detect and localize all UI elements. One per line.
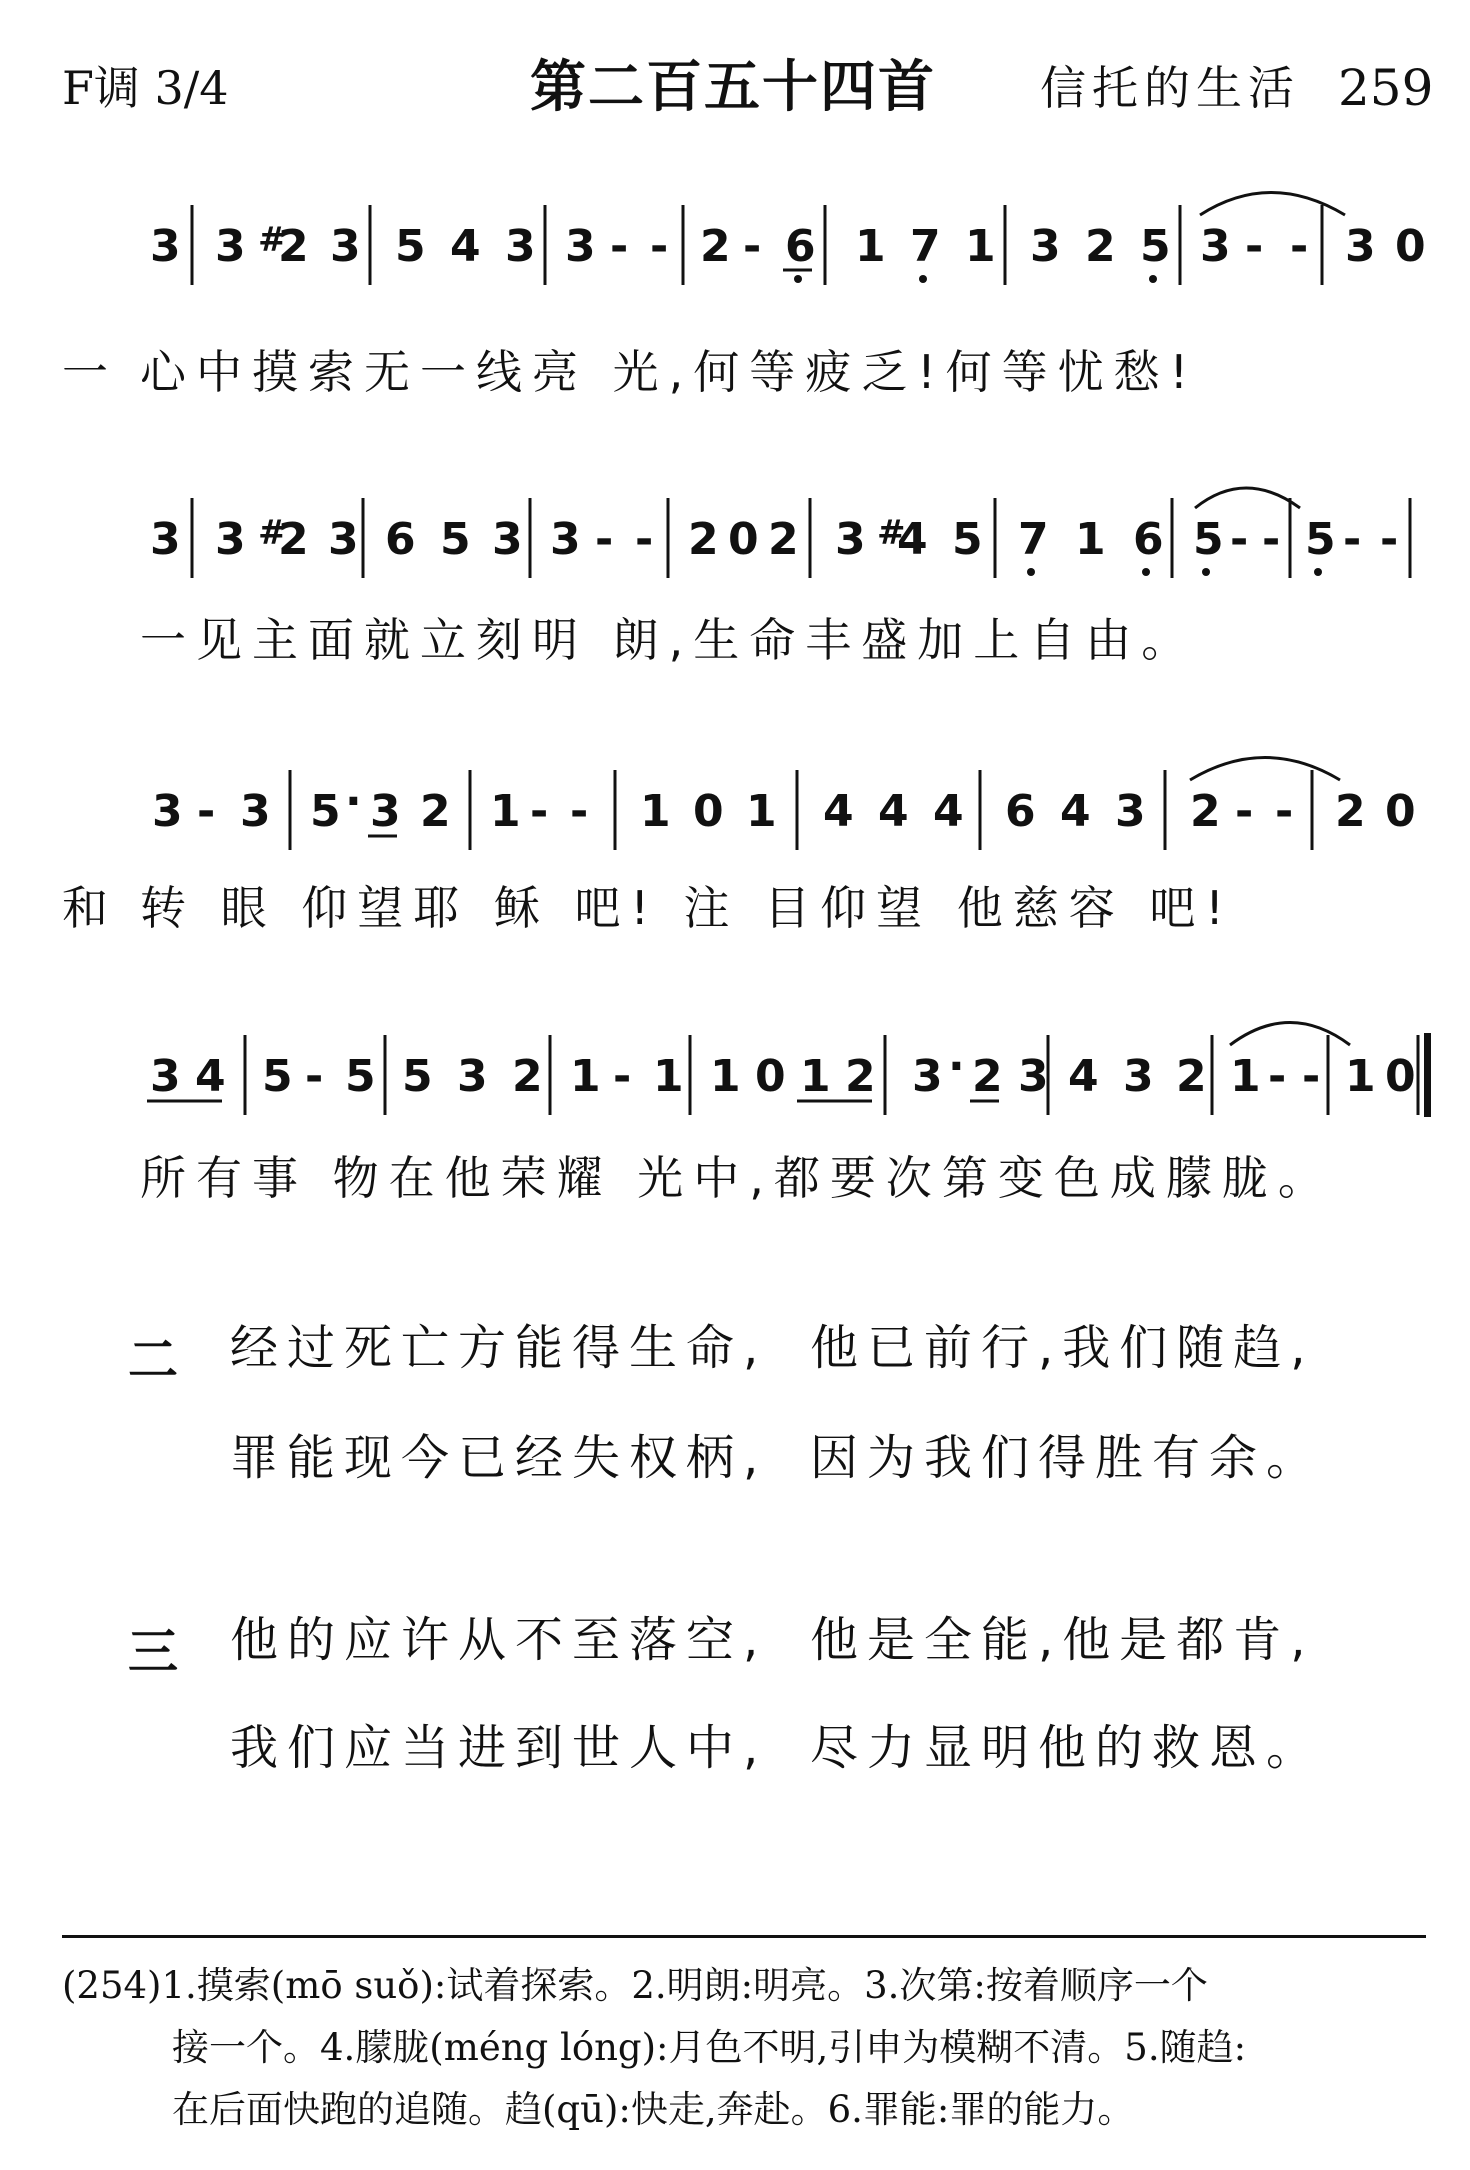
svg-text:3: 3 bbox=[492, 514, 523, 565]
svg-text:3: 3 bbox=[150, 221, 181, 272]
svg-text:2: 2 bbox=[1085, 221, 1116, 272]
lyric-marker-3: 和 bbox=[62, 881, 118, 935]
svg-text:0: 0 bbox=[1385, 786, 1416, 837]
svg-text:3: 3 bbox=[215, 514, 246, 565]
svg-text:-: - bbox=[530, 786, 549, 837]
svg-text:4: 4 bbox=[933, 786, 964, 837]
svg-text:2: 2 bbox=[768, 514, 799, 565]
section-title: 信托的生活 bbox=[1040, 61, 1300, 115]
svg-text:3: 3 bbox=[240, 786, 271, 837]
verse-2-line-2a: 罪能现今已经失权柄, bbox=[230, 1430, 768, 1486]
svg-text:2: 2 bbox=[278, 221, 309, 272]
svg-text:1: 1 bbox=[653, 1051, 684, 1102]
svg-text:3: 3 bbox=[150, 1051, 181, 1102]
svg-text:3: 3 bbox=[1200, 221, 1231, 272]
svg-text:3: 3 bbox=[1123, 1051, 1154, 1102]
svg-text:5: 5 bbox=[440, 514, 471, 565]
svg-text:1: 1 bbox=[490, 786, 521, 837]
lyric-line-3: 转 眼 仰望耶 稣 吧! 注 目仰望 他慈容 吧! bbox=[140, 881, 1234, 935]
svg-text:0: 0 bbox=[728, 514, 759, 565]
svg-text:3: 3 bbox=[1115, 786, 1146, 837]
svg-text:5: 5 bbox=[1305, 514, 1336, 565]
lyric-line-4: 所有事 物在他荣耀 光中,都要次第变色成朦胧。 bbox=[140, 1151, 1334, 1205]
svg-text:-: - bbox=[1302, 1051, 1321, 1102]
footnote-line-3: 在后面快跑的追随。趋(qū):快走,奔赴。6.罪能:罪的能力。 bbox=[172, 2088, 1135, 2131]
svg-text:-: - bbox=[570, 786, 589, 837]
svg-text:·: · bbox=[948, 1041, 965, 1092]
svg-text:6: 6 bbox=[1005, 786, 1036, 837]
svg-text:3: 3 bbox=[835, 514, 866, 565]
svg-text:#: # bbox=[877, 513, 906, 553]
svg-text:1: 1 bbox=[1075, 514, 1106, 565]
svg-text:4: 4 bbox=[897, 514, 928, 565]
svg-text:7: 7 bbox=[1018, 514, 1049, 565]
svg-text:3: 3 bbox=[152, 786, 183, 837]
hymn-title: 第二百五十四首 bbox=[530, 55, 936, 120]
svg-text:-: - bbox=[613, 1051, 632, 1102]
svg-text:3: 3 bbox=[370, 786, 401, 837]
svg-text:2: 2 bbox=[972, 1051, 1003, 1102]
svg-text:5: 5 bbox=[345, 1051, 376, 1102]
svg-text:-: - bbox=[635, 514, 654, 565]
verse-3-line-2b: 尽力显明他的救恩。 bbox=[810, 1720, 1324, 1776]
svg-text:-: - bbox=[1343, 514, 1362, 565]
verse-3-line-2a: 我们应当进到世人中, bbox=[230, 1720, 768, 1776]
svg-text:2: 2 bbox=[700, 221, 731, 272]
svg-text:5: 5 bbox=[395, 221, 426, 272]
svg-text:3: 3 bbox=[150, 514, 181, 565]
footnote-line-2: 接一个。4.朦胧(méng lóng):月色不明,引申为模糊不清。5.随趋: bbox=[172, 2026, 1247, 2069]
verse-3-line-1a: 他的应许从不至落空, bbox=[230, 1612, 768, 1668]
svg-text:0: 0 bbox=[755, 1051, 786, 1102]
svg-text:-: - bbox=[1245, 221, 1264, 272]
verse-2-line-1a: 经过死亡方能得生命, bbox=[230, 1320, 768, 1376]
svg-text:1: 1 bbox=[1230, 1051, 1261, 1102]
svg-text:3: 3 bbox=[330, 221, 361, 272]
score-line-4 bbox=[0, 1005, 1470, 1125]
svg-text:5: 5 bbox=[262, 1051, 293, 1102]
lyric-line-2: 一见主面就立刻明 朗,生命丰盛加上自由。 bbox=[140, 613, 1198, 667]
svg-text:2: 2 bbox=[1335, 786, 1366, 837]
svg-text:-: - bbox=[610, 221, 629, 272]
lyric-line-1: 心中摸索无一线亮 光,何等疲乏!何等忧愁! bbox=[140, 345, 1199, 399]
svg-text:0: 0 bbox=[1385, 1051, 1416, 1102]
verse-2-line-2b: 因为我们得胜有余。 bbox=[810, 1430, 1324, 1486]
svg-text:4: 4 bbox=[823, 786, 854, 837]
svg-text:1: 1 bbox=[855, 221, 886, 272]
svg-text:1: 1 bbox=[746, 786, 777, 837]
svg-text:3: 3 bbox=[505, 221, 536, 272]
svg-text:1: 1 bbox=[570, 1051, 601, 1102]
svg-text:5: 5 bbox=[402, 1051, 433, 1102]
svg-text:2: 2 bbox=[512, 1051, 543, 1102]
svg-text:1: 1 bbox=[800, 1051, 831, 1102]
score-line-2 bbox=[0, 468, 1470, 588]
svg-text:-: - bbox=[1380, 514, 1399, 565]
svg-text:1: 1 bbox=[710, 1051, 741, 1102]
svg-text:2: 2 bbox=[1176, 1051, 1207, 1102]
svg-text:·: · bbox=[345, 776, 362, 827]
svg-text:7: 7 bbox=[910, 221, 941, 272]
svg-text:3: 3 bbox=[912, 1051, 943, 1102]
svg-text:5: 5 bbox=[310, 786, 341, 837]
svg-text:5: 5 bbox=[952, 514, 983, 565]
svg-text:-: - bbox=[1275, 786, 1294, 837]
svg-text:-: - bbox=[1268, 1051, 1287, 1102]
svg-text:3: 3 bbox=[457, 1051, 488, 1102]
svg-text:1: 1 bbox=[1345, 1051, 1376, 1102]
footnote-divider bbox=[62, 1935, 1426, 1938]
svg-text:1: 1 bbox=[965, 221, 996, 272]
svg-text:-: - bbox=[197, 786, 216, 837]
svg-text:-: - bbox=[595, 514, 614, 565]
svg-text:-: - bbox=[1235, 786, 1254, 837]
svg-text:5: 5 bbox=[1193, 514, 1224, 565]
svg-text:0: 0 bbox=[693, 786, 724, 837]
svg-text:4: 4 bbox=[195, 1051, 226, 1102]
svg-text:3: 3 bbox=[1030, 221, 1061, 272]
svg-text:4: 4 bbox=[450, 221, 481, 272]
svg-text:2: 2 bbox=[278, 514, 309, 565]
svg-text:6: 6 bbox=[385, 514, 416, 565]
svg-text:-: - bbox=[1262, 514, 1281, 565]
svg-text:#: # bbox=[258, 220, 287, 260]
lyric-marker-1: 一 bbox=[62, 345, 118, 399]
key-signature: F调 3/4 bbox=[62, 61, 229, 115]
svg-text:3: 3 bbox=[328, 514, 359, 565]
svg-text:0: 0 bbox=[1395, 221, 1426, 272]
svg-text:3: 3 bbox=[550, 514, 581, 565]
svg-text:3: 3 bbox=[215, 221, 246, 272]
score-line-1 bbox=[0, 175, 1470, 295]
svg-text:2: 2 bbox=[1190, 786, 1221, 837]
svg-text:4: 4 bbox=[1068, 1051, 1099, 1102]
svg-text:4: 4 bbox=[878, 786, 909, 837]
svg-text:-: - bbox=[1230, 514, 1249, 565]
svg-text:2: 2 bbox=[845, 1051, 876, 1102]
svg-text:-: - bbox=[305, 1051, 324, 1102]
svg-text:1: 1 bbox=[640, 786, 671, 837]
verse-number-2: 二 bbox=[128, 1331, 178, 1389]
svg-text:3: 3 bbox=[565, 221, 596, 272]
svg-text:5: 5 bbox=[1140, 221, 1171, 272]
svg-text:2: 2 bbox=[688, 514, 719, 565]
svg-text:3: 3 bbox=[1018, 1051, 1049, 1102]
svg-text:6: 6 bbox=[1133, 514, 1164, 565]
svg-text:#: # bbox=[258, 513, 287, 553]
footnote-line-1: (254)1.摸索(mō suǒ):试着探索。2.明朗:明亮。3.次第:按着顺序一个 bbox=[62, 1964, 1208, 2007]
svg-text:6: 6 bbox=[785, 221, 816, 272]
svg-text:-: - bbox=[1290, 221, 1309, 272]
verse-2-line-1b: 他已前行,我们随趋, bbox=[810, 1320, 1315, 1376]
page-number: 259 bbox=[1338, 59, 1434, 117]
svg-text:4: 4 bbox=[1060, 786, 1091, 837]
svg-text:-: - bbox=[743, 221, 762, 272]
verse-number-3: 三 bbox=[128, 1623, 178, 1681]
svg-text:2: 2 bbox=[420, 786, 451, 837]
footnotes bbox=[62, 1955, 1432, 2141]
verse-3-line-1b: 他是全能,他是都肯, bbox=[810, 1612, 1315, 1668]
svg-text:-: - bbox=[650, 221, 669, 272]
svg-text:3: 3 bbox=[1345, 221, 1376, 272]
score-line-3 bbox=[0, 740, 1470, 860]
